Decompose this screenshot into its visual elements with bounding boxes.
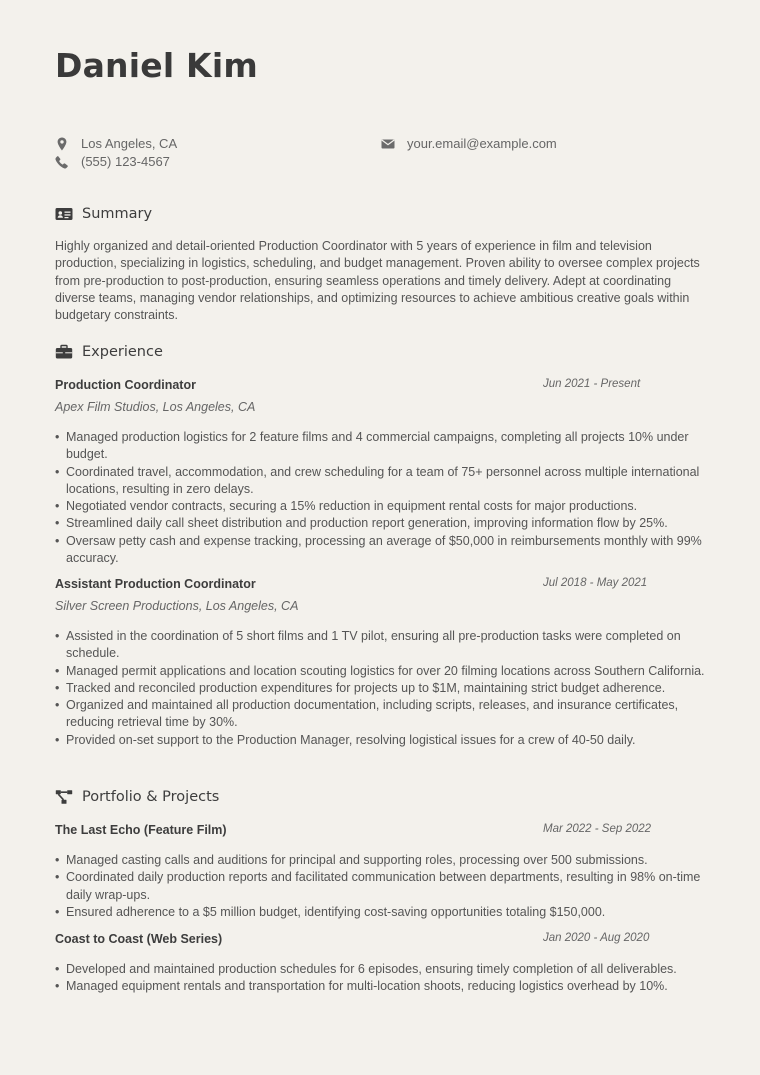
experience-title: Experience — [82, 344, 163, 360]
contact-email — [381, 136, 557, 151]
summary-title: Summary — [82, 206, 153, 222]
project-bullets — [55, 852, 715, 921]
list-item: • Oversaw petty cash and expense tracking, processing an average of $50,000 in reimbursements monthly with 99% accuracy. — [55, 533, 715, 568]
candidate-name: Daniel Kim — [55, 46, 258, 85]
phone-text: (555) 123-4567 — [81, 154, 170, 169]
contact-location — [55, 136, 177, 151]
project-title: Coast to Coast (Web Series) — [55, 932, 223, 946]
project-title: The Last Echo (Feature Film) — [55, 823, 227, 837]
list-item: • Negotiated vendor contracts, securing a 15% reduction in equipment rental costs for major productions. — [55, 498, 715, 515]
list-item: • Coordinated daily production reports and facilitated communication between departments, resulting in 98% on-time daily wrap-ups. — [55, 869, 715, 904]
list-item: • Managed permit applications and location scouting logistics for over 20 filming locations across Southern California. — [55, 663, 715, 680]
project-dates: Mar 2022 - Sep 2022 — [543, 823, 652, 835]
job-dates: Jun 2021 - Present — [543, 378, 641, 390]
list-item: • Managed casting calls and auditions for principal and supporting roles, processing over 500 submissions. — [55, 852, 715, 869]
id-card-icon — [55, 206, 73, 222]
list-item: • Coordinated travel, accommodation, and crew scheduling for a team of 75+ personnel across multiple international locations, resulting in zero delays. — [55, 464, 715, 499]
projects-title: Portfolio & Projects — [82, 789, 220, 805]
map-pin-icon — [55, 137, 69, 151]
job-company: Apex Film Studios, Los Angeles, CA — [55, 400, 256, 414]
job-bullets — [55, 628, 715, 749]
project-bullets — [55, 961, 715, 996]
list-item: • Developed and maintained production schedules for 6 episodes, ensuring timely completion of all deliverables. — [55, 961, 715, 978]
list-item: • Provided on-set support to the Production Manager, resolving logistical issues for a crew of 40-50 daily. — [55, 732, 715, 749]
contact-phone — [55, 154, 170, 169]
experience-heading — [55, 344, 163, 360]
job-title: Production Coordinator — [55, 378, 196, 392]
phone-icon — [55, 155, 69, 169]
project-diagram-icon — [55, 789, 73, 805]
job-dates: Jul 2018 - May 2021 — [543, 577, 648, 589]
list-item: • Organized and maintained all production documentation, including scripts, releases, and insurance certificates, reducing retrieval time by 30%. — [55, 697, 715, 732]
list-item: • Tracked and reconciled production expenditures for projects up to $1M, maintaining strict budget adherence. — [55, 680, 715, 697]
projects-heading — [55, 789, 219, 805]
location-text: Los Angeles, CA — [81, 136, 178, 151]
envelope-icon — [381, 137, 395, 151]
briefcase-icon — [55, 344, 73, 360]
job-bullets — [55, 429, 715, 567]
project-dates: Jan 2020 - Aug 2020 — [543, 932, 650, 944]
job-title: Assistant Production Coordinator — [55, 577, 256, 591]
list-item: • Streamlined daily call sheet distribution and production report generation, improving information flow by 25%. — [55, 515, 715, 532]
list-item: • Managed production logistics for 2 feature films and 4 commercial campaigns, completing all projects 10% under budget. — [55, 429, 715, 464]
list-item: • Managed equipment rentals and transportation for multi-location shoots, reducing logistics overhead by 10%. — [55, 978, 715, 995]
summary-heading — [55, 206, 152, 222]
summary-text: Highly organized and detail-oriented Production Coordinator with 5 years of experience in film and television production, specializing in logistics, scheduling, and budget management. Proven ability to oversee complex projects from pre-production to post-production, ensuring seamless operations and timely delivery. Adept at coordinating diverse teams, managing vendor relationships, and optimizing resources to achieve ambitious creative goals within budgetary constraints. — [55, 239, 700, 323]
list-item: • Assisted in the coordination of 5 short films and 1 TV pilot, ensuring all pre-production tasks were completed on schedule. — [55, 628, 715, 663]
job-company: Silver Screen Productions, Los Angeles, CA — [55, 599, 299, 613]
email-link[interactable]: your.email@example.com — [407, 136, 557, 151]
list-item: • Ensured adherence to a $5 million budget, identifying cost-saving opportunities totaling $150,000. — [55, 904, 715, 921]
